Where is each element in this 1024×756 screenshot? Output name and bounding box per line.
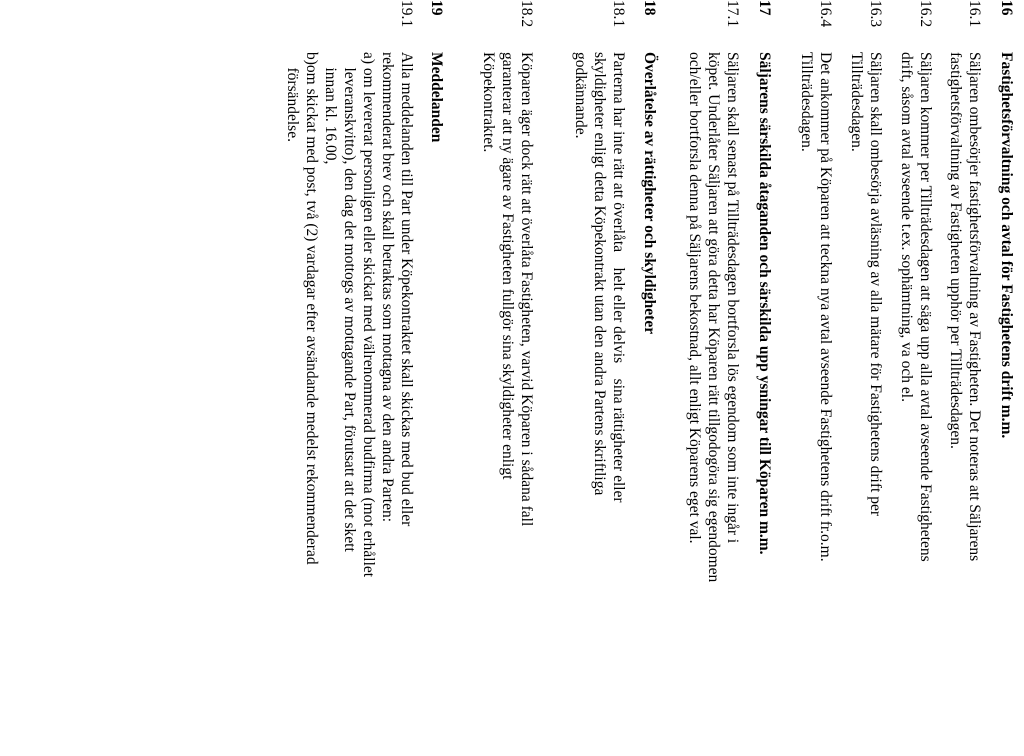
clause-line: Köpekontraktet. bbox=[480, 52, 497, 153]
clause-line: Alla meddelanden till Part under Köpekontraktet skall skickas med bud eller bbox=[398, 52, 415, 527]
section-title: Meddelanden bbox=[428, 52, 445, 143]
section-number: 18 bbox=[641, 0, 658, 16]
clause-line: Det ankommer på Köparen att teckna nya avtal avseende Fastighetens drift fr.o.m. bbox=[817, 52, 834, 562]
clause-line: Säljaren kommer per Tillträdesdagen att säga upp alla avtal avseende Fastighetens bbox=[917, 52, 934, 562]
list-item-b-continued: försändelse. bbox=[284, 52, 301, 142]
clause-number: 18.2 bbox=[518, 0, 535, 28]
clause-line: rekommenderat brev och skall betraktas som mottagna av den andra Parten: bbox=[379, 52, 396, 523]
section-title: Fastighetsförvaltning och avtal för Fastighetens drift m.m. bbox=[998, 52, 1015, 439]
list-item-a: a) om levererat personligen eller skickat med välrenommerad budfirma (mot erhållet bbox=[360, 52, 377, 578]
list-item-a-continued: innan kl. 16.00, bbox=[322, 52, 339, 165]
clause-line: köpet. Underlåter Säljaren att göra detta har Köparen rätt tillgodogöra sig egendomen bbox=[705, 52, 722, 583]
clause-line: och/eller bortforsla denna på Säljarens bekostnad, allt enligt Köparens eget val. bbox=[686, 52, 703, 544]
clause-text bbox=[685, 52, 742, 756]
clause-line: garanterar att ny ägare av Fastigheten fullgör sina skyldigheter enligt bbox=[499, 52, 516, 480]
section-number: 16 bbox=[998, 0, 1015, 16]
section-title: Säljarens särskilda åtaganden och särskilda upp ysningar till Köparen m.m. bbox=[756, 52, 773, 555]
clause-text bbox=[571, 52, 628, 756]
clause-line: fastighetsförvaltning av Fastigheten upphör per Tillträdesdagen. bbox=[947, 52, 964, 449]
clause-line: Köparen äger dock rätt att överlåta Fastigheten, varvid Köparen i sådana fall bbox=[518, 52, 535, 527]
clause-number: 17.1 bbox=[724, 0, 741, 28]
clause-text bbox=[847, 52, 885, 756]
clause-line: Säljaren skall senast på Tillträdesdagen bortforsla lös egendom som inte ingår i bbox=[724, 52, 741, 544]
clause-line: Säljaren ombesörjer fastighetsförvaltning av Fastigheten. Det noteras att Säljarens bbox=[966, 52, 983, 562]
clause-line: skyldigheter enligt detta Köpekontrakt utan den andra Partens skriftliga bbox=[591, 52, 608, 496]
clause-line: Tillträdesdagen. bbox=[848, 52, 865, 152]
section-title: Överlåtelse av rättigheter och skyldigheter bbox=[641, 52, 658, 335]
list-item-b: b)om skickat med post, två (2) vardagar efter avsändande medelst rekommenderad bbox=[303, 52, 320, 565]
clause-number: 16.4 bbox=[817, 0, 834, 28]
list-item-a-continued: leveranskvitto), den dag det mottogs av mottagande Part, förutsatt att det skett bbox=[341, 52, 358, 552]
clause-number: 16.2 bbox=[917, 0, 934, 28]
clause-text bbox=[283, 52, 416, 756]
section-number: 19 bbox=[428, 0, 445, 16]
clause-number: 18.1 bbox=[610, 0, 627, 28]
clause-text bbox=[946, 52, 984, 756]
clause-text bbox=[797, 52, 835, 756]
clause-number: 16.3 bbox=[867, 0, 884, 28]
clause-line: Tillträdesdagen. bbox=[798, 52, 815, 152]
clause-line: Säljaren skall ombesörja avläsning av alla mätare för Fastighetens drift per bbox=[867, 52, 884, 516]
clause-number: 19.1 bbox=[398, 0, 415, 28]
clause-number: 16.1 bbox=[966, 0, 983, 28]
clause-text bbox=[479, 52, 536, 756]
clause-line: Parterna har inte rätt att överlåta helt eller delvis sina rättigheter eller bbox=[610, 52, 627, 503]
clause-line: godkännande. bbox=[572, 52, 589, 139]
clause-text bbox=[897, 52, 935, 756]
clause-line: drift, såsom avtal avseende t.ex. sophämtning, va och el. bbox=[898, 52, 915, 402]
section-number: 17 bbox=[756, 0, 773, 16]
